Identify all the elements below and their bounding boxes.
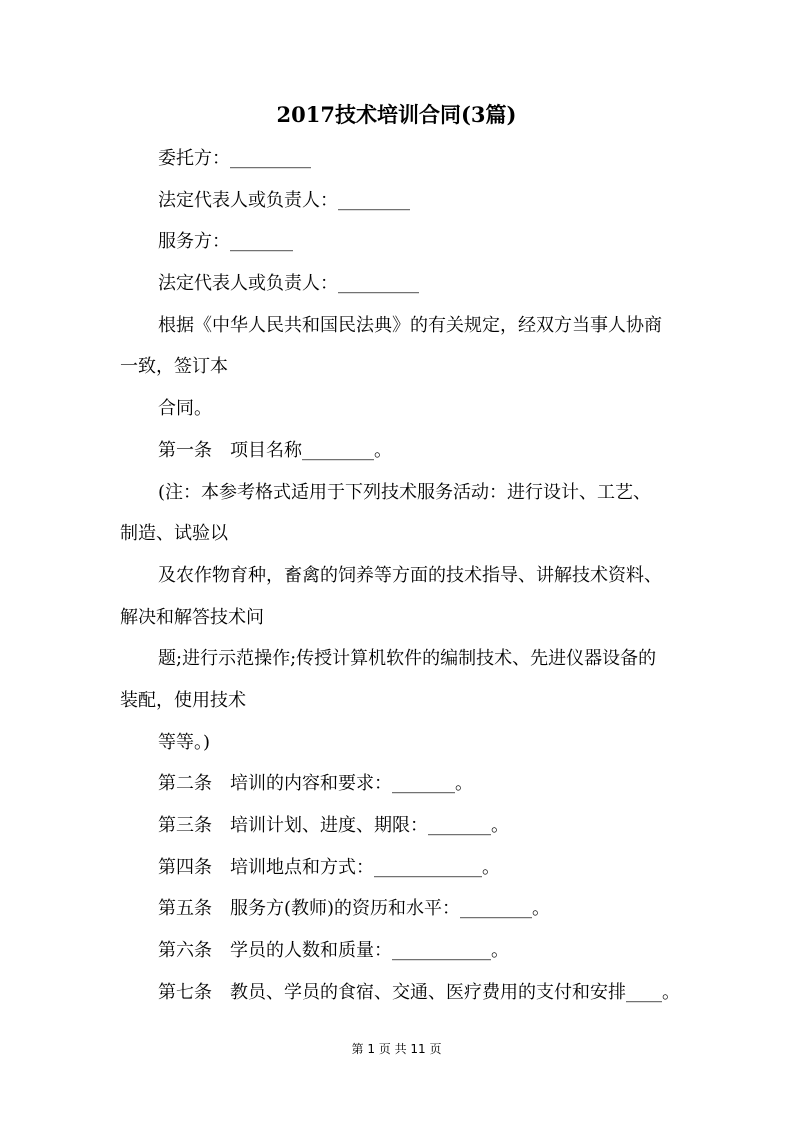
note-line: (注：本参考格式适用于下列技术服务活动：进行设计、工艺、 [158,482,652,503]
page-number-footer: 第 1 页 共 11 页 [351,1042,442,1056]
article-7-line: 第七条 教员、学员的食宿、交通、医疗费用的支付和安排____。 [158,982,680,1003]
service-representative-line: 法定代表人或负责人：_________ [158,273,419,294]
article-1-line: 第一条 项目名称________。 [158,440,392,461]
article-5-line: 第五条 服务方(教师)的资历和水平：________。 [158,898,551,919]
note-line: 装配，使用技术 [120,690,246,711]
note-line: 解决和解答技术问 [120,607,264,628]
note-line: 等等。) [158,732,211,753]
paragraph-line: 合同。 [158,398,212,419]
article-4-line: 第四条 培训地点和方式：____________。 [158,857,500,878]
party-client-line: 委托方：_________ [158,148,311,169]
note-line: 题;进行示范操作;传授计算机软件的编制技术、先进仪器设备的 [158,648,657,669]
paragraph-line: 一致，签订本 [120,356,228,377]
note-line: 及农作物育种，畜禽的饲养等方面的技术指导、讲解技术资料、 [158,565,662,586]
party-service-line: 服务方：_______ [158,231,293,252]
article-3-line: 第三条 培训计划、进度、期限：_______。 [158,815,509,836]
paragraph-line: 根据《中华人民共和国民法典》的有关规定，经双方当事人协商 [158,315,662,336]
article-2-line: 第二条 培训的内容和要求：_______。 [158,773,473,794]
client-representative-line: 法定代表人或负责人：________ [158,190,410,211]
article-6-line: 第六条 学员的人数和质量：___________。 [158,940,509,961]
document-title: 2017技术培训合同(3篇) [276,102,517,127]
note-line: 制造、试验以 [120,523,228,544]
